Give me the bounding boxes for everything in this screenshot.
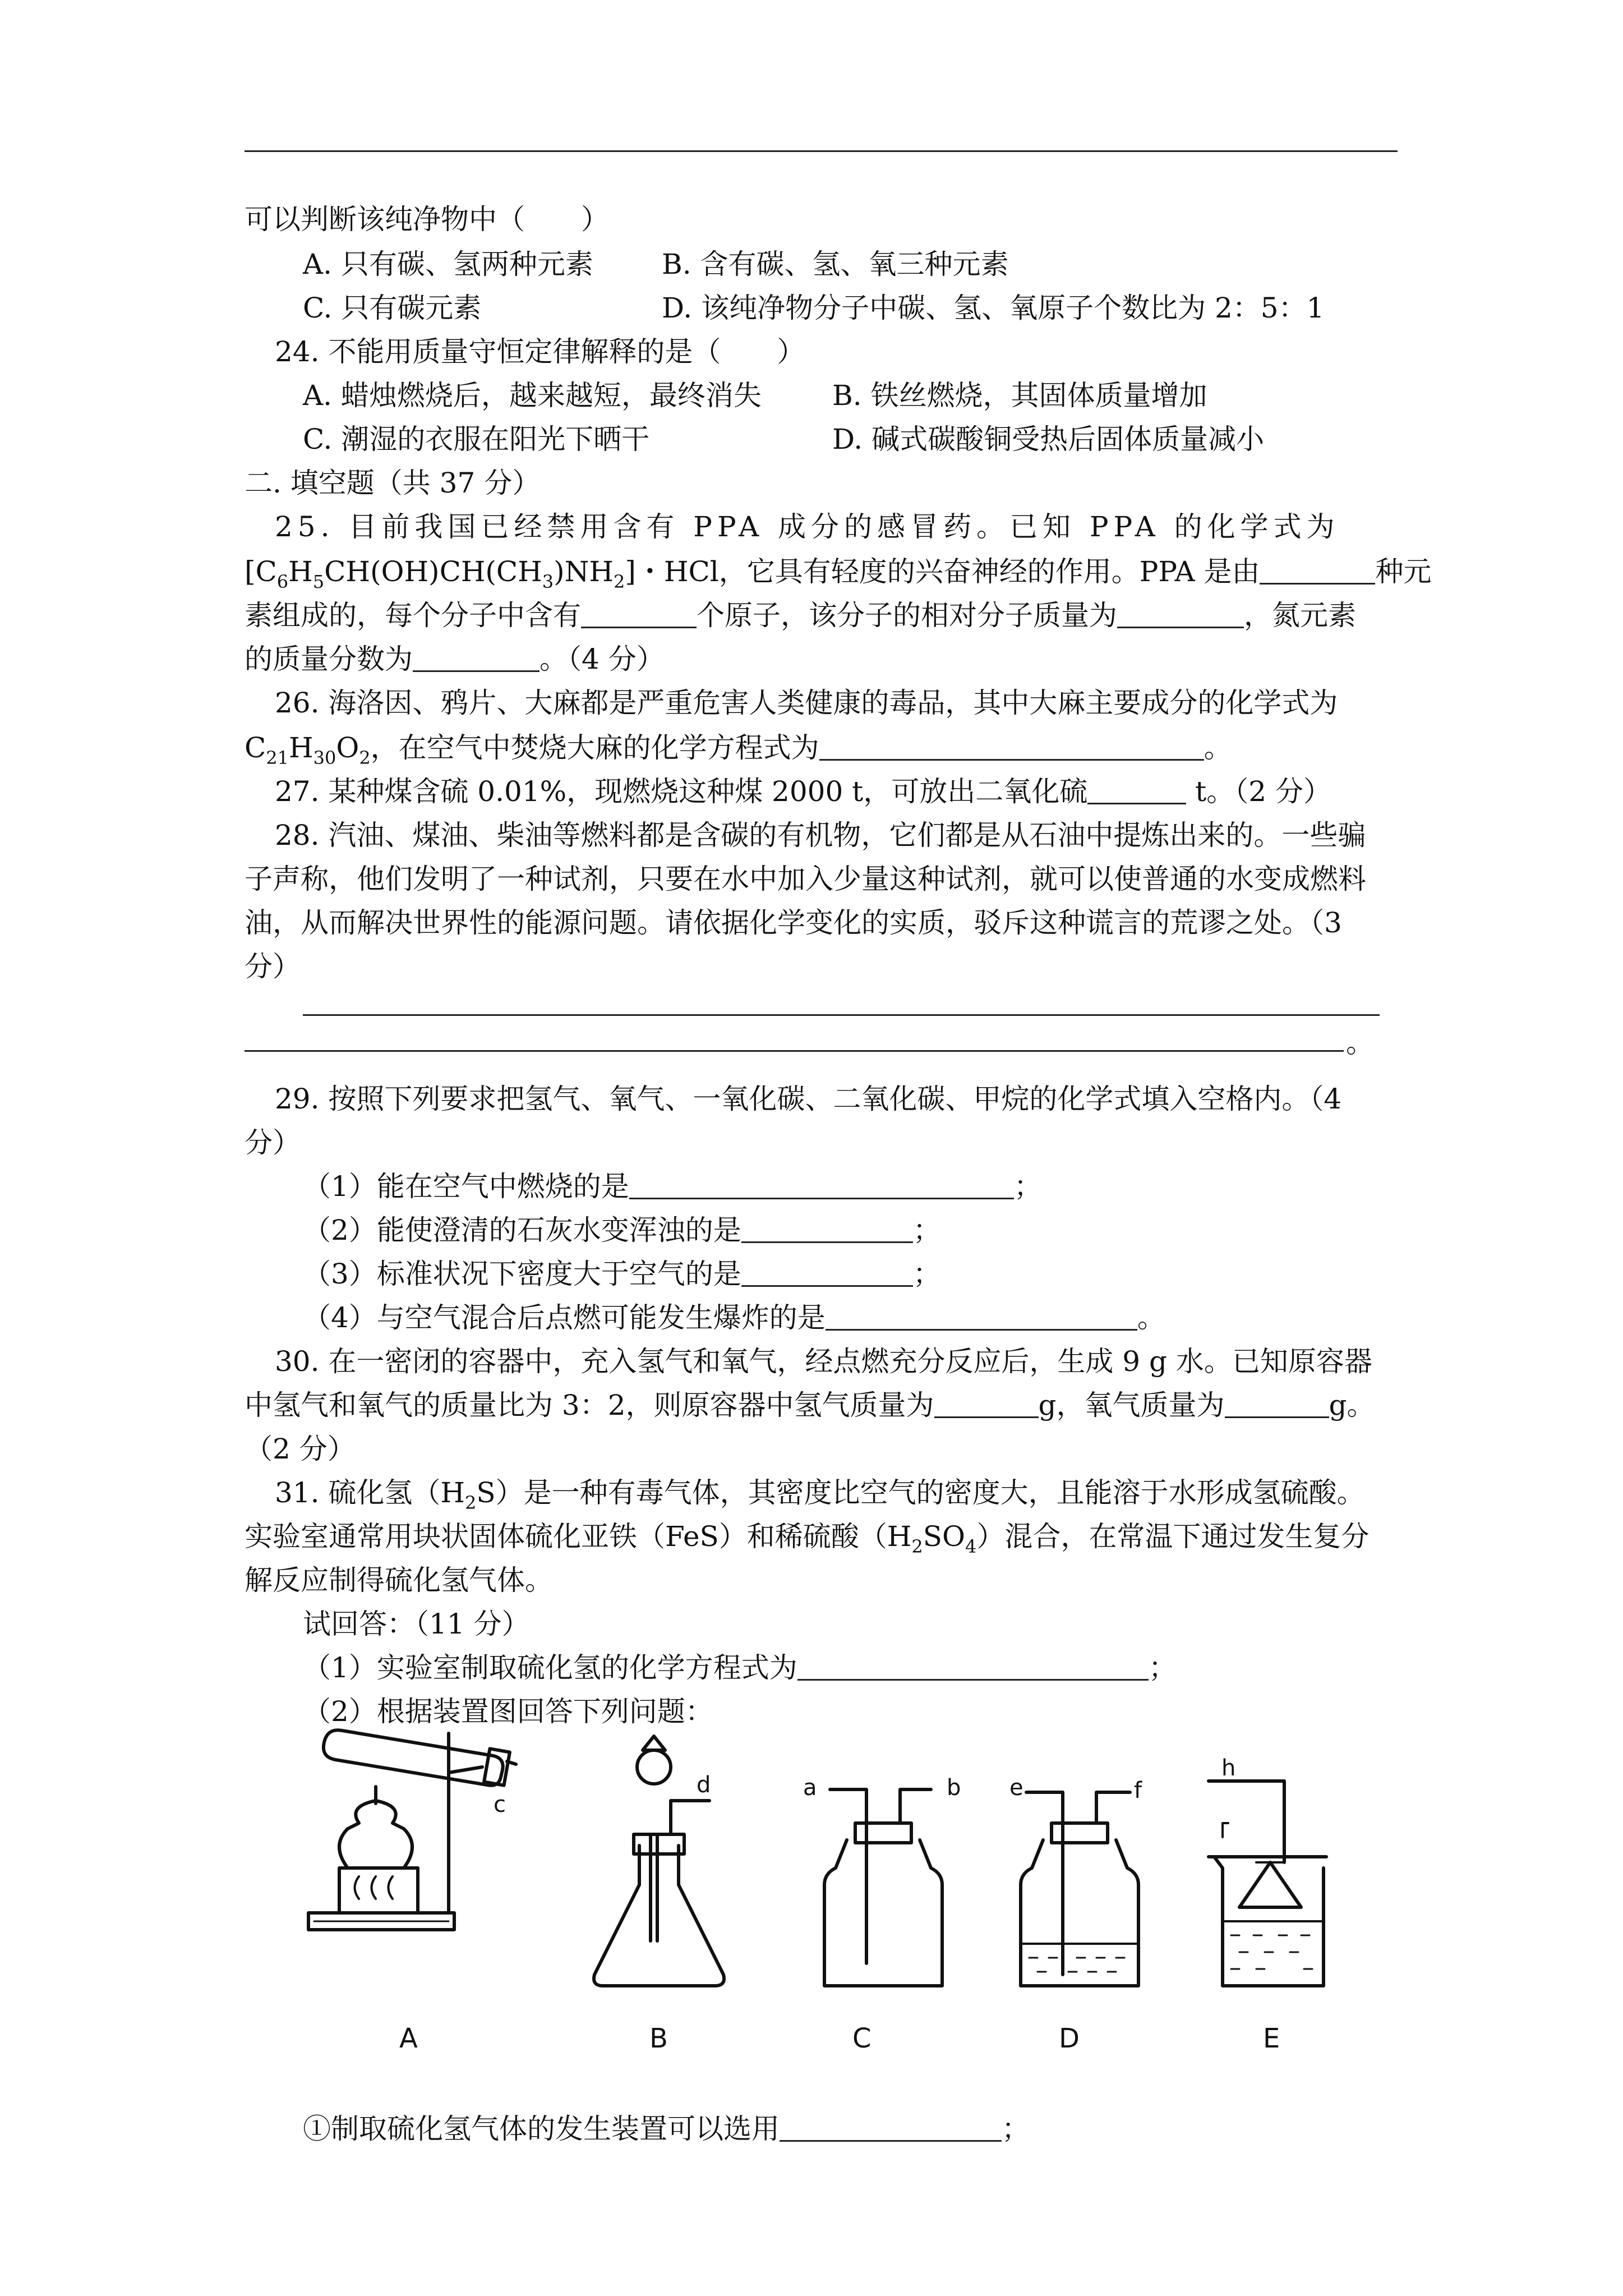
q26-formula: O xyxy=(336,731,359,764)
q25-text: 素组成的，每个分子中含有 xyxy=(245,599,581,632)
q26-formula-sub: 30 xyxy=(313,747,336,769)
apparatus-c xyxy=(824,1789,942,1986)
q25-text: 。（4 分） xyxy=(540,643,665,675)
q25-after-blank: 种元 xyxy=(1375,555,1432,588)
q31-sub: 4 xyxy=(965,1536,977,1557)
port-label-h: h xyxy=(1221,1755,1236,1781)
q29-text: ； xyxy=(1013,1170,1042,1203)
q25-formula-pre: [C xyxy=(245,555,277,588)
q29-text: （3）标准状况下密度大于空气的是 xyxy=(303,1258,741,1290)
q29-text: 。 xyxy=(1137,1301,1165,1334)
q26-formula-sub: 2 xyxy=(359,747,371,769)
q25-text: ，氮元素 xyxy=(1244,599,1356,632)
apparatus-a xyxy=(308,1730,516,1930)
q27-text: 27. 某种煤含硫 0.01%，现燃烧这种煤 2000 t，可放出二氧化硫 xyxy=(275,775,1088,808)
apparatus-d xyxy=(1021,1792,1138,1986)
q24-option-c: C. 潮湿的衣服在阳光下晒干 xyxy=(303,423,650,455)
q29-text: （1）能在空气中燃烧的是 xyxy=(303,1170,629,1203)
q25-line-1: 25. 目前我国已经禁用含有 PPA 成分的感冒药。已知 PPA 的化学式为 xyxy=(275,510,1340,543)
q25-formula-sub: 6 xyxy=(276,571,289,592)
figure-label-c: C xyxy=(852,2023,872,2054)
q31-sub: 2 xyxy=(465,1492,477,1513)
q24-option-b: B. 铁丝燃烧，其固体质量增加 xyxy=(832,379,1207,412)
q31-line-3: 解反应制得硫化氢气体。 xyxy=(245,1564,553,1596)
q28-end: 。 xyxy=(1346,1027,1374,1059)
q25-formula-sub: 2 xyxy=(614,571,625,592)
q26-text: ，在空气中焚烧大麻的化学方程式为 xyxy=(370,731,819,764)
q30-text: 中氢气和氧气的质量比为 3：2，则原容器中氢气质量为 xyxy=(245,1389,934,1421)
q26-line-1: 26. 海洛因、鸦片、大麻都是严重危害人类健康的毒品，其中大麻主要成分的化学式为 xyxy=(275,687,1338,719)
q25-formula-mid: CH(OH)CH(CH xyxy=(324,555,542,588)
q30-line-3: （2 分） xyxy=(245,1433,356,1465)
q25-formula-sub: 3 xyxy=(542,571,554,592)
q31-text: ； xyxy=(1002,2113,1030,2145)
port-label-e: e xyxy=(1009,1775,1023,1801)
q31-text: 31. 硫化氢（H xyxy=(275,1476,465,1509)
q31-text: ； xyxy=(1148,1651,1177,1684)
q24-option-a: A. 蜡烛燃烧后，越来越短，最终消失 xyxy=(303,379,762,412)
q30-text: g。 xyxy=(1329,1389,1375,1421)
q25-formula-nh: )NH xyxy=(554,555,614,588)
q31-line-6: （2）根据装置图回答下列问题： xyxy=(303,1695,713,1728)
q23-option-d: D. 该纯净物分子中碳、氢、氧原子个数比为 2：5：1 xyxy=(662,292,1325,324)
figure-label-b: B xyxy=(649,2023,668,2054)
q29-text: ； xyxy=(912,1258,941,1290)
port-label-f: f xyxy=(1134,1778,1142,1803)
port-label-b: b xyxy=(947,1775,961,1801)
q23-option-a: A. 只有碳、氢两种元素 xyxy=(303,248,593,280)
q31-line-4: 试回答：（11 分） xyxy=(303,1608,530,1640)
q28-line-3: 油，从而解决世界性的能源问题。请依据化学变化的实质，驳斥这种谎言的荒谬之处。（3 xyxy=(245,907,1342,939)
q26-formula: C xyxy=(245,731,266,764)
q24-option-d: D. 碱式碳酸铜受热后固体质量减小 xyxy=(832,423,1265,455)
port-label-a: a xyxy=(803,1775,817,1801)
q31-text: S）是一种有毒气体，其密度比空气的密度大，且能溶于水形成氢硫酸。 xyxy=(476,1476,1365,1509)
q31-text: ）混合，在常温下通过发生复分 xyxy=(976,1520,1370,1553)
q30-text: g，氧气质量为 xyxy=(1038,1389,1225,1421)
q29-text: ； xyxy=(912,1214,941,1246)
q29-line-1: 29. 按照下列要求把氢气、氧气、一氧化碳、二氧化碳、甲烷的化学式填入空格内。（4 xyxy=(275,1083,1342,1115)
q28-line-2: 子声称，他们发明了一种试剂，只要在水中加入少量这种试剂，就可以使普通的水变成燃料 xyxy=(245,863,1366,895)
q30-line-1: 30. 在一密闭的容器中，充入氢气和氧气，经点燃充分反应后，生成 9 g 水。已知原容器 xyxy=(275,1345,1372,1378)
q23-option-c: C. 只有碳元素 xyxy=(303,292,482,324)
q31-line-7 xyxy=(303,2107,1030,2151)
section-heading: 二. 填空题（共 37 分） xyxy=(245,467,541,499)
q26-text: 。 xyxy=(1204,731,1232,764)
q31-text: （1）实验室制取硫化氢的化学方程式为 xyxy=(303,1651,797,1684)
q28-line-4: 分） xyxy=(245,950,301,983)
q23-option-b: B. 含有碳、氢、氧三种元素 xyxy=(662,248,1009,280)
q31-blank-generator[interactable] xyxy=(780,2111,1002,2142)
apparatus-e xyxy=(1209,1781,1326,1986)
q29-line-2: 分） xyxy=(245,1126,301,1159)
q25-text: 个原子，该分子的相对分子质量为 xyxy=(697,599,1117,632)
q31-text: 实验室通常用块状固体硫化亚铁（FeS）和稀硫酸（H xyxy=(245,1520,912,1553)
q29-text: （2）能使澄清的石灰水变浑浊的是 xyxy=(303,1214,741,1246)
q31-text: ①制取硫化氢气体的发生装置可以选用 xyxy=(303,2113,780,2145)
q26-formula: H xyxy=(288,731,313,764)
q29-text: （4）与空气混合后点燃可能发生爆炸的是 xyxy=(303,1301,826,1334)
q31-sub: 2 xyxy=(911,1536,923,1557)
figure-label-d: D xyxy=(1059,2023,1080,2054)
q24-stem: 24. 不能用质量守恒定律解释的是（ ） xyxy=(275,335,805,368)
port-label-d: d xyxy=(697,1772,711,1798)
figure-label-a: A xyxy=(399,2023,418,2054)
q27-text: t。（2 分） xyxy=(1186,775,1331,808)
q31-text: SO xyxy=(923,1520,966,1553)
q25-text: 的质量分数为 xyxy=(245,643,413,675)
q26-formula-sub: 21 xyxy=(266,747,289,769)
port-label-c: c xyxy=(494,1792,506,1818)
q23-stem: 可以判断该纯净物中（ ） xyxy=(245,203,609,236)
q25-formula-h: H xyxy=(288,555,313,588)
q25-formula-sub: 5 xyxy=(312,571,325,592)
q28-line-1: 28. 汽油、煤油、柴油等燃料都是含碳的有机物，它们都是从石油中提炼出来的。一些骗 xyxy=(275,819,1366,852)
q25-formula-post: ]・HCl，它具有轻度的兴奋神经的作用。PPA 是由 xyxy=(625,555,1260,588)
figure-label-e: E xyxy=(1263,2023,1280,2054)
